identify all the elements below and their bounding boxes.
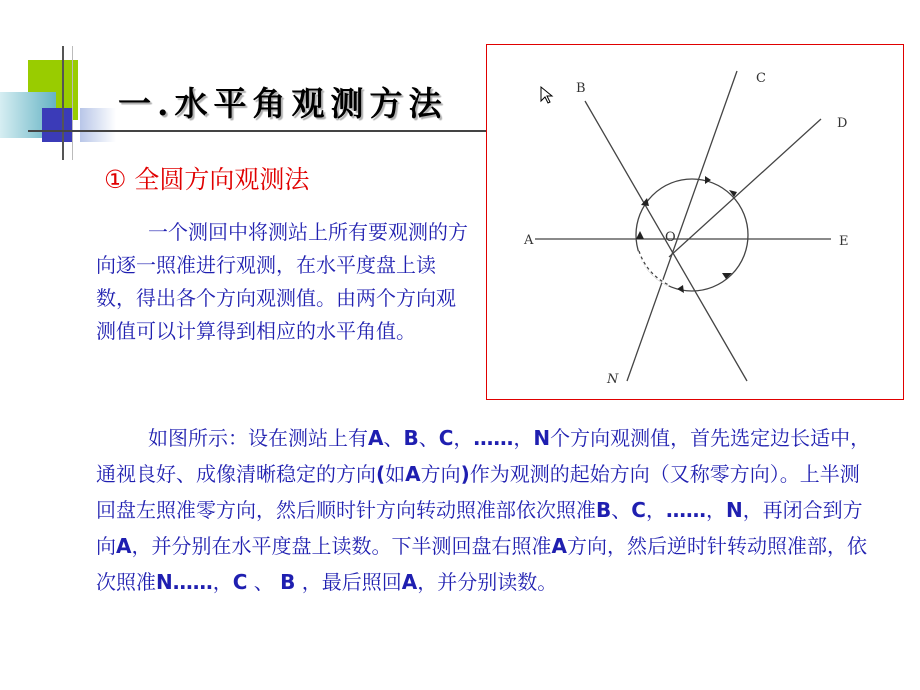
title-underline [28, 130, 488, 132]
description-text: 如图所示：设在测站上有A、B、C，……，N个方向观测值，首先选定边长适中，通视良好、成像清晰稳定的方向(如A方向)作为观测的起始方向（又称零方向）。上半测回盘左照准零方向，然后顺时针方向转动照准部依次照准B、C，……，N，再闭合到方向A，并分别在水平度盘上读数。下半测回盘右照准A方向，然后逆时针转动照准部，依次照准N……，C 、 B ，最后照回A，并分别读数。 [96, 426, 871, 594]
label-o: O [665, 230, 676, 245]
label-e: E [839, 234, 849, 249]
decor-vertical-line [62, 46, 64, 160]
line-d [669, 119, 821, 257]
decor-blue-square [42, 108, 72, 142]
cursor-icon [541, 87, 552, 103]
label-a: A [524, 233, 534, 248]
label-b: B [576, 81, 586, 96]
arrow-icon [636, 231, 644, 239]
arrow-icon [677, 285, 684, 293]
label-d: D [837, 116, 848, 131]
direction-diagram [486, 44, 904, 400]
direction-diagram-svg [487, 45, 903, 399]
arrow-icon [705, 176, 711, 184]
intro-paragraph: 一个测回中将测站上所有要观测的方向逐一照准进行观测，在水平度盘上读数，得出各个方向观测值。由两个方向观测值可以计算得到相应的水平角值。 [96, 220, 468, 343]
decor-fade-square [80, 108, 116, 142]
page-title: 一.水平角观测方法 [118, 84, 448, 123]
description-paragraph [96, 420, 874, 600]
section-subtitle: ① 全圆方向观测法 [104, 165, 310, 194]
dashed-arc [639, 251, 669, 285]
decor-vertical-line-thin [72, 46, 73, 160]
label-c: C [756, 71, 766, 86]
label-n: N [607, 372, 619, 387]
